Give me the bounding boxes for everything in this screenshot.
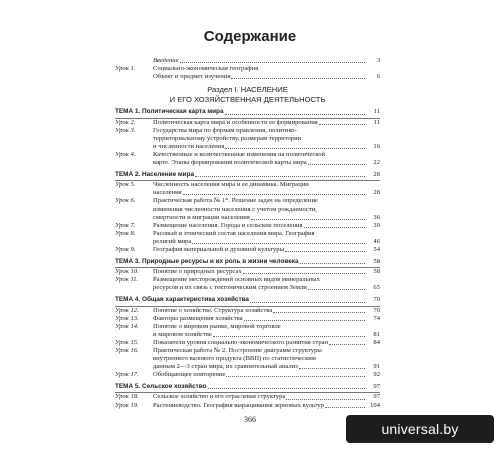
toc-page: 58	[373, 268, 380, 276]
toc-text: Сельское хозяйство и его отраслевая структура	[153, 393, 286, 401]
toc-page: 92	[373, 371, 380, 379]
lesson-label: Урок 13.	[115, 314, 139, 322]
dot-leader	[225, 147, 365, 149]
lesson-label: Урок 16.	[115, 347, 139, 354]
toc-page: 81	[373, 330, 380, 338]
theme-line	[115, 296, 380, 304]
toc-text: Факторы размещения хозяйства	[153, 314, 243, 322]
toc-text: смертности и миграции населения	[153, 213, 250, 221]
lesson-label: Урок 2.	[115, 118, 136, 126]
toc-page: 65	[373, 284, 380, 292]
dot-leader	[192, 242, 365, 244]
toc-text: населения	[153, 189, 182, 197]
toc-page: 104	[370, 401, 380, 409]
lesson-label: Урок 7.	[115, 221, 136, 229]
toc-line	[153, 214, 380, 222]
toc-text: Объект и предмет изучения	[153, 73, 231, 81]
toc-line	[153, 127, 380, 135]
dot-leader	[285, 250, 365, 252]
toc-line	[153, 151, 380, 159]
toc-text: Обобщающее повторение	[153, 371, 226, 379]
toc-page: 22	[373, 159, 380, 167]
toc-text: Показатели уровня социально-экономического развития стран	[153, 338, 329, 346]
toc-page: 3	[376, 57, 380, 64]
toc-page: 84	[373, 338, 380, 346]
dot-leader	[304, 226, 365, 228]
lesson-text	[153, 151, 380, 167]
theme-heading	[115, 296, 380, 306]
lesson-label: Урок 15.	[115, 338, 139, 346]
toc-page: 36	[373, 213, 380, 221]
toc-text: Понятие о природных ресурсах	[153, 268, 242, 276]
intro-title: Введение	[153, 57, 179, 64]
toc-line	[153, 339, 380, 347]
lesson-label: Урок 17.	[115, 371, 139, 379]
toc-entry	[115, 57, 380, 65]
page-title: Содержание	[203, 28, 297, 45]
theme-line	[115, 108, 380, 116]
toc-text: Государства мира по формам правления, политико-	[153, 126, 297, 134]
toc-line	[153, 268, 380, 276]
lesson-text	[153, 268, 380, 276]
dot-leader	[226, 375, 365, 377]
toc-entry	[115, 307, 380, 315]
lesson-label: Урок 3.	[115, 126, 136, 134]
toc-entry	[115, 246, 380, 254]
dot-leader	[273, 311, 365, 313]
toc-entry	[115, 323, 380, 339]
toc-line	[153, 159, 380, 167]
theme-title: ТЕМА 4. Общая характеристика хозяйства	[115, 296, 249, 304]
dot-leader	[195, 175, 365, 177]
toc-line	[153, 230, 380, 238]
toc-text: карте. Этапы формирования политической карты мира	[153, 159, 307, 167]
toc-line	[153, 363, 380, 371]
lesson-label: Урок 12.	[115, 306, 139, 314]
toc-text: Понятие о мировом рынке, мировой торговле	[153, 322, 281, 330]
toc-entry	[115, 347, 380, 371]
toc-line	[153, 315, 380, 323]
toc-text: религий мира	[153, 237, 192, 245]
dot-leader	[300, 262, 366, 264]
toc-page: 11	[373, 118, 380, 126]
toc-text: Практическая работа № 1*. Решение задач на определение	[153, 197, 318, 205]
toc-text: данным 2—3 стран мира, их сравнительный анализ	[153, 363, 298, 371]
toc-line	[153, 402, 380, 410]
toc-text: и численности населения	[153, 142, 225, 150]
toc-page: 28	[373, 189, 380, 197]
lesson-label: Урок 18.	[115, 393, 139, 401]
theme-heading	[115, 108, 380, 118]
toc-page: 91	[373, 363, 380, 371]
theme-page: 58	[373, 258, 380, 266]
lesson-text	[153, 339, 380, 347]
toc-entry	[115, 222, 380, 230]
toc-entry	[115, 402, 380, 410]
dot-leader	[329, 343, 365, 345]
toc-entry	[115, 339, 380, 347]
lesson-label: Урок 11.	[115, 276, 139, 284]
toc-line	[153, 119, 380, 127]
theme-line	[115, 383, 380, 391]
lesson-text	[153, 246, 380, 254]
toc-line	[153, 371, 380, 379]
lesson-label: Урок 8.	[115, 229, 136, 237]
toc-text: Численность населения мира и ее динамика. Миграции	[153, 181, 309, 189]
theme-title: ТЕМА 5. Сельское хозяйство	[115, 383, 207, 391]
toc-text: Понятие о хозяйстве. Структура хозяйства	[153, 306, 273, 314]
lesson-label: Урок 1.	[115, 65, 136, 73]
lesson-text	[153, 119, 380, 127]
toc-text: Растениеводство. География выращивания зерновых культур	[153, 401, 325, 409]
toc-text: и мировом хозяйстве	[153, 330, 212, 338]
toc-line	[153, 73, 380, 81]
lesson-text	[153, 323, 380, 339]
dot-leader	[299, 367, 365, 369]
theme-page: 11	[373, 108, 380, 116]
toc-line	[153, 307, 380, 315]
lesson-text	[153, 371, 380, 379]
toc-text: ресурсов и их связь с тектоническим строением Земли	[153, 284, 307, 292]
section-heading	[115, 85, 380, 104]
toc-line	[153, 222, 380, 230]
theme-title: ТЕМА 3. Природные ресурсы и их роль в жизни человека	[115, 258, 299, 266]
dot-leader	[180, 61, 366, 63]
toc-line	[153, 284, 380, 292]
theme-heading	[115, 258, 380, 268]
toc-entry	[115, 181, 380, 197]
toc-entry	[115, 268, 380, 276]
toc-entry	[115, 127, 380, 151]
theme-heading	[115, 383, 380, 393]
theme-line	[115, 258, 380, 266]
toc-entry	[115, 371, 380, 379]
dot-leader	[319, 123, 365, 125]
dot-leader	[251, 218, 365, 220]
theme-page: 70	[373, 296, 380, 304]
toc-entry	[115, 276, 380, 292]
lesson-text	[153, 57, 380, 65]
toc-entry	[115, 151, 380, 167]
toc-line	[153, 323, 380, 331]
page-number: 366	[244, 415, 256, 424]
dot-leader	[213, 335, 365, 337]
toc-page: 46	[373, 237, 380, 245]
toc-text: География материальной и духовной культуры	[153, 245, 285, 253]
dot-leader	[183, 193, 365, 195]
dot-leader	[231, 77, 365, 79]
lesson-text	[153, 197, 380, 221]
toc-entry	[115, 119, 380, 127]
toc-line	[153, 276, 380, 284]
theme-heading	[115, 171, 380, 181]
toc-page: 6	[376, 73, 380, 81]
section-heading-line: Раздел I. НАСЕЛЕНИЕ	[207, 85, 288, 95]
toc-text: Качественные и количественные изменения на политической	[153, 150, 326, 158]
lesson-text	[153, 230, 380, 246]
toc-line	[153, 181, 380, 189]
toc-line	[153, 197, 380, 205]
theme-page: 97	[373, 383, 380, 391]
toc-text: Размещение месторождений основных видов минеральных	[153, 276, 320, 284]
lesson-text	[153, 127, 380, 151]
toc-page: 16	[373, 142, 380, 150]
dot-leader	[286, 398, 365, 400]
toc-line	[153, 65, 380, 73]
toc-line	[153, 393, 380, 401]
theme-title: ТЕМА 1. Политическая карта мира	[115, 108, 224, 116]
lesson-text	[153, 181, 380, 197]
dot-leader	[243, 272, 365, 274]
toc-text: Размещение населения. Города и сельские поселения	[153, 221, 303, 229]
lesson-label: Урок 6.	[115, 197, 136, 205]
toc-line	[153, 238, 380, 246]
toc-page: 97	[373, 393, 380, 401]
dot-leader	[308, 288, 365, 290]
lesson-text	[153, 307, 380, 315]
lesson-label: Урок 4.	[115, 150, 136, 158]
toc-line	[153, 246, 380, 254]
dot-leader	[208, 387, 365, 389]
toc-text: Политическая карта мира и особенности ее формирования	[153, 118, 318, 126]
toc-line	[153, 347, 380, 355]
section-heading-line: И ЕГО ХОЗЯЙСТВЕННАЯ ДЕЯТЕЛЬНОСТЬ	[169, 94, 326, 104]
toc-text: территориальному устройству, размерам территории	[153, 134, 302, 142]
toc-page: 74	[373, 314, 380, 322]
toc-page: 54	[373, 245, 380, 253]
lesson-text	[153, 315, 380, 323]
lesson-label: Урок 5.	[115, 181, 136, 189]
lesson-text	[153, 65, 380, 81]
toc-page: 39	[373, 221, 380, 229]
theme-page: 28	[373, 171, 380, 179]
toc-text: Расовый и этнический состав населения мира. География	[153, 229, 315, 237]
lesson-label: Урок 14.	[115, 322, 139, 330]
lesson-label: Урок 19.	[115, 401, 139, 409]
lesson-text	[153, 222, 380, 230]
dot-leader	[308, 163, 365, 165]
toc-line	[153, 355, 380, 363]
toc-page: 70	[373, 306, 380, 314]
dot-leader	[225, 113, 365, 115]
toc-line	[153, 189, 380, 197]
dot-leader	[244, 319, 365, 321]
toc-line	[153, 57, 380, 65]
lesson-label: Урок 10.	[115, 268, 139, 276]
dot-leader	[325, 406, 365, 408]
toc-entry	[115, 230, 380, 246]
toc-entry	[115, 197, 380, 221]
lesson-text	[153, 402, 380, 410]
lesson-label: Урок 9.	[115, 245, 136, 253]
lesson-text	[153, 276, 380, 292]
dot-leader	[250, 301, 365, 303]
table-of-contents	[115, 57, 380, 410]
toc-entry	[115, 315, 380, 323]
theme-line	[115, 171, 380, 179]
toc-text: Практическая работа № 2. Построение диаграмм структуры	[153, 347, 322, 354]
toc-text: внутреннего валового продукта (ВВП) по статистическим	[153, 355, 316, 363]
lesson-text	[153, 393, 380, 401]
toc-entry	[115, 65, 380, 81]
lesson-text	[153, 347, 380, 371]
toc-text: изменения численности населения с учетом рождаемости,	[153, 205, 317, 213]
watermark-badge: universal.by	[346, 415, 494, 443]
toc-entry	[115, 393, 380, 401]
toc-text: Социально-экономическая география.	[153, 65, 260, 73]
toc-line	[153, 135, 380, 143]
toc-line	[153, 143, 380, 151]
theme-title: ТЕМА 2. Население мира	[115, 171, 195, 179]
toc-line	[153, 206, 380, 214]
toc-line	[153, 331, 380, 339]
